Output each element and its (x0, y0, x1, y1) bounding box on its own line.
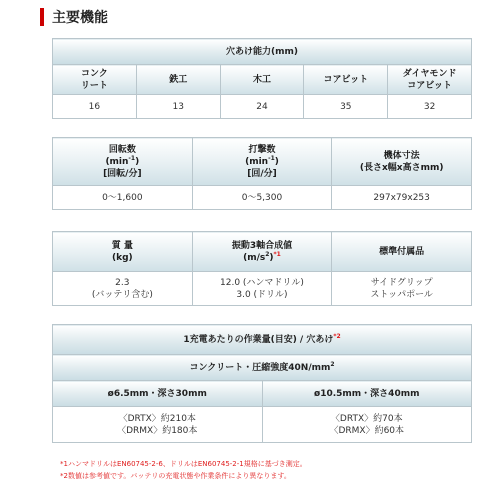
bpm-unit (193, 156, 332, 168)
hole-10-5-drtx: 〈DRTX〉約70本 (330, 413, 403, 424)
accessory-side-grip: サイドグリップ (370, 277, 433, 288)
bpm-label: 打撃数 (248, 144, 276, 155)
accessories-value (332, 272, 472, 306)
concrete-strength-sup: 2 (330, 360, 335, 368)
vibration-unit-sup: 2 (265, 250, 270, 258)
vibration-value-hammer: 12.0 (ハンマドリル) (220, 277, 304, 288)
speed-dimension-table (52, 137, 472, 210)
rpm-unit (53, 156, 192, 168)
bpm-value: 0～5,300 (192, 186, 332, 210)
vibration-unit (193, 252, 332, 264)
dimensions-unit: (長さx幅x高さmm) (359, 162, 444, 173)
col-diamond-core-bit (388, 65, 472, 95)
section-title-text: 主要機能 (52, 10, 108, 26)
work-per-charge-table (52, 324, 472, 443)
rpm-unit-a: (min (105, 156, 129, 167)
hole-10-5-drmx: 〈DRMX〉約60本 (329, 425, 405, 436)
value-diamond-core-bit: 32 (388, 95, 472, 119)
footnote-2: *2数値は参考値です。バッテリの充電状態や作業条件により異なります。 (60, 472, 291, 480)
value-steel: 13 (136, 95, 220, 119)
drilling-capacity-header: 穴あけ能力(mm) (53, 39, 472, 65)
bpm-unit-jp: [回/分] (247, 168, 277, 179)
work-per-charge-note-mark: *2 (333, 332, 341, 340)
col-concrete-line1: コンク (80, 68, 108, 79)
vibration-header (192, 232, 332, 272)
dimensions-value: 297x79x253 (332, 186, 472, 210)
weight-header (53, 232, 193, 272)
value-core-bit: 35 (304, 95, 388, 119)
col-steel-label: 鉄工 (169, 74, 188, 85)
hole-6-5-drmx: 〈DRMX〉約180本 (117, 425, 198, 436)
accessory-stopper-pole: ストッパポール (370, 289, 433, 300)
dimensions-label: 機体寸法 (383, 150, 420, 161)
hole-10-5-header: ø10.5mm・深さ40mm (262, 381, 472, 407)
vibration-value (192, 272, 332, 306)
bpm-unit-a: (min (245, 156, 269, 167)
work-per-charge-header (53, 325, 472, 355)
concrete-strength-header (53, 355, 472, 381)
rpm-header (53, 138, 193, 186)
weight-value (53, 272, 193, 306)
accessories-label: 標準付属品 (379, 246, 425, 257)
vibration-note-mark: *1 (273, 250, 281, 258)
section-title (40, 6, 108, 28)
vibration-unit-a: (m/s (243, 252, 266, 263)
rpm-value: 0～1,600 (53, 186, 193, 210)
col-core-bit (304, 65, 388, 95)
weight-value-note: (バッテリ含む) (91, 289, 153, 300)
rpm-unit-jp: [回転/分] (103, 168, 142, 179)
footnotes (60, 458, 307, 482)
col-diamond-line1: ダイヤモンド (402, 68, 457, 79)
weight-vibration-table (52, 231, 472, 306)
weight-unit: (kg) (112, 252, 133, 263)
col-wood (220, 65, 304, 95)
col-concrete-line2: リート (80, 80, 108, 91)
work-per-charge-title: 1充電あたりの作業量(目安) / 穴あけ (183, 334, 334, 345)
vibration-value-drill: 3.0 (ドリル) (236, 289, 288, 300)
weight-value-number: 2.3 (115, 277, 130, 288)
concrete-strength-label: コンクリート・圧縮強度40N/mm (189, 362, 331, 373)
value-wood: 24 (220, 95, 304, 119)
drilling-capacity-table (52, 38, 472, 119)
vibration-unit-b: ) (269, 252, 274, 263)
rpm-unit-sup: -1 (128, 154, 136, 162)
value-concrete: 16 (53, 95, 137, 119)
hole-6-5-values (53, 407, 263, 443)
title-accent-bar (40, 8, 44, 26)
col-diamond-line2: コアビット (407, 80, 452, 91)
bpm-header (192, 138, 332, 186)
dimensions-header (332, 138, 472, 186)
rpm-label: 回転数 (108, 144, 136, 155)
col-core-bit-label: コアビット (323, 74, 369, 85)
col-steel (136, 65, 220, 95)
col-wood-label: 木工 (252, 74, 271, 85)
hole-6-5-drtx: 〈DRTX〉約210本 (118, 413, 196, 424)
col-concrete (53, 65, 137, 95)
accessories-header (332, 232, 472, 272)
hole-6-5-header: ø6.5mm・深さ30mm (53, 381, 263, 407)
vibration-label: 振動3軸合成値 (231, 240, 293, 251)
weight-label: 質 量 (111, 240, 133, 251)
hole-10-5-values (262, 407, 472, 443)
bpm-unit-sup: -1 (268, 154, 275, 162)
rpm-unit-b: ) (135, 156, 140, 167)
bpm-unit-b: ) (274, 156, 279, 167)
footnote-1: *1ハンマドリルはEN60745-2-6、ドリルはEN60745-2-1規格に基づき測定。 (60, 460, 307, 468)
